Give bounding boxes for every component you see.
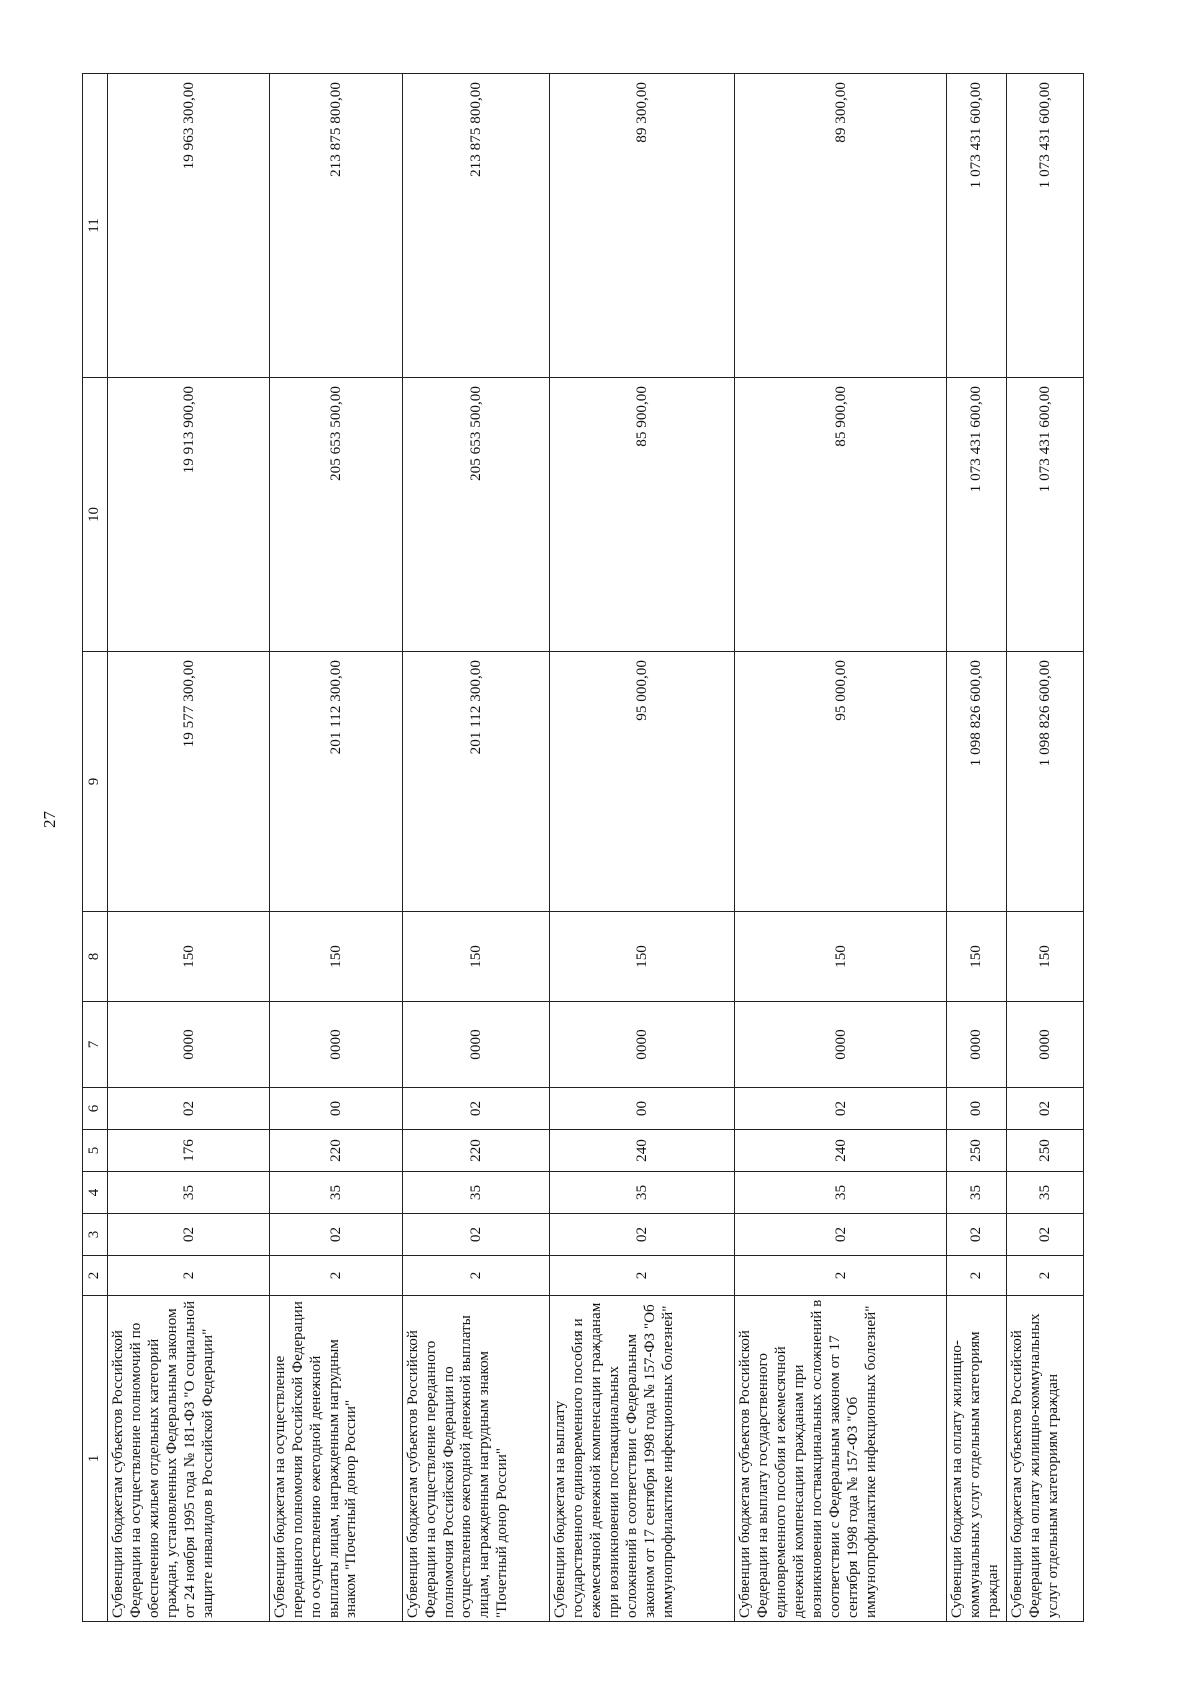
row-description: Субвенции бюджетам субъектов Российской Федерации на осуществление переданного полномочия Российской Федерации по осуществлению ежегодной денежной выплаты лицам, награжденным нагрудным знаком "Почетный донор России" [402,1296,550,1622]
cell-c7: 0000 [1006,1002,1083,1088]
cell-c2: 2 [947,1256,1007,1296]
col-header-7: 7 [83,1002,108,1088]
cell-c6: 00 [550,1088,735,1130]
cell-c5: 240 [550,1130,735,1172]
cell-c7: 0000 [947,1002,1007,1088]
cell-c5: 250 [947,1130,1007,1172]
cell-c10: 205 653 500,00 [269,378,402,652]
cell-c8: 150 [1006,912,1083,1002]
row-description: Субвенции бюджетам субъектов Российской Федерации на выплату государственного единовременного пособия и ежемесячной денежной компенсации гражданам при возникновении поствакцинальных осложнений в соответствии с Федеральным законом от 17 сентября 1998 года № 157-ФЗ "Об иммунопрофилактике инфекционных болезней" [734,1296,946,1622]
col-header-1: 1 [83,1296,108,1622]
cell-c3: 02 [550,1214,735,1256]
cell-c11: 19 963 300,00 [108,74,269,378]
cell-c6: 00 [947,1088,1007,1130]
cell-c8: 150 [402,912,550,1002]
cell-c3: 02 [947,1214,1007,1256]
cell-c7: 0000 [108,1002,269,1088]
cell-c7: 0000 [402,1002,550,1088]
cell-c3: 02 [1006,1214,1083,1256]
header-row [83,74,108,1622]
col-header-9: 9 [83,652,108,912]
cell-c4: 35 [550,1172,735,1214]
cell-c9: 95 000,00 [734,652,946,912]
cell-c8: 150 [550,912,735,1002]
cell-c8: 150 [269,912,402,1002]
cell-c5: 176 [108,1130,269,1172]
cell-c10: 85 900,00 [550,378,735,652]
cell-c6: 02 [734,1088,946,1130]
cell-c4: 35 [734,1172,946,1214]
col-header-10: 10 [83,378,108,652]
cell-c7: 0000 [550,1002,735,1088]
col-header-3: 3 [83,1214,108,1256]
cell-c9: 95 000,00 [550,652,735,912]
row-description: Субвенции бюджетам на оплату жилищно-коммунальных услуг отдельным категориям граждан [947,1296,1007,1622]
cell-c10: 1 073 431 600,00 [1006,378,1083,652]
cell-c9: 19 577 300,00 [108,652,269,912]
col-header-4: 4 [83,1172,108,1214]
table-row [734,74,946,1622]
cell-c6: 02 [402,1088,550,1130]
row-description: Субвенции бюджетам на осуществление переданного полномочия Российской Федерации по осуществлению ежегодной денежной выплаты лицам, награжденным нагрудным знаком "Почетный донор России" [269,1296,402,1622]
budget-table-rotated [82,74,1084,1622]
cell-c4: 35 [1006,1172,1083,1214]
cell-c9: 1 098 826 600,00 [947,652,1007,912]
cell-c3: 02 [402,1214,550,1256]
cell-c4: 35 [402,1172,550,1214]
cell-c11: 89 300,00 [734,74,946,378]
table-row [269,74,402,1622]
cell-c4: 35 [108,1172,269,1214]
cell-c8: 150 [108,912,269,1002]
cell-c2: 2 [550,1256,735,1296]
cell-c10: 1 073 431 600,00 [947,378,1007,652]
cell-c9: 1 098 826 600,00 [1006,652,1083,912]
cell-c3: 02 [108,1214,269,1256]
cell-c10: 205 653 500,00 [402,378,550,652]
table-row [550,74,735,1622]
cell-c6: 02 [1006,1088,1083,1130]
row-description: Субвенции бюджетам субъектов Российской Федерации на осуществление полномочий по обеспечению жильем отдельных категорий граждан, установленных Федеральным законом от 24 ноября 1995 года № 181-ФЗ "О социальной защите инвалидов в Российской Федерации" [108,1296,269,1622]
cell-c11: 89 300,00 [550,74,735,378]
cell-c3: 02 [269,1214,402,1256]
cell-c4: 35 [269,1172,402,1214]
table-row [402,74,550,1622]
cell-c10: 85 900,00 [734,378,946,652]
cell-c11: 1 073 431 600,00 [1006,74,1083,378]
cell-c5: 250 [1006,1130,1083,1172]
cell-c3: 02 [734,1214,946,1256]
cell-c2: 2 [108,1256,269,1296]
cell-c8: 150 [734,912,946,1002]
col-header-6: 6 [83,1088,108,1130]
row-description: Субвенции бюджетам субъектов Российской Федерации на оплату жилищно-коммунальных услуг отдельным категориям граждан [1006,1296,1083,1622]
table-row [947,74,1007,1622]
cell-c11: 213 875 800,00 [402,74,550,378]
cell-c4: 35 [947,1172,1007,1214]
table-row [1006,74,1083,1622]
col-header-5: 5 [83,1130,108,1172]
cell-c10: 19 913 900,00 [108,378,269,652]
col-header-8: 8 [83,912,108,1002]
cell-c9: 201 112 300,00 [402,652,550,912]
cell-c6: 02 [108,1088,269,1130]
table-row [108,74,269,1622]
cell-c9: 201 112 300,00 [269,652,402,912]
cell-c6: 00 [269,1088,402,1130]
cell-c8: 150 [947,912,1007,1002]
row-description: Субвенции бюджетам на выплату государственного единовременного пособия и ежемесячной денежной компенсации гражданам при возникновении поствакцинальных осложнений в соответствии с Федеральным законом от 17 сентября 1998 года № 157-ФЗ "Об иммунопрофилактике инфекционных болезней" [550,1296,735,1622]
cell-c2: 2 [402,1256,550,1296]
cell-c2: 2 [269,1256,402,1296]
cell-c2: 2 [1006,1256,1083,1296]
cell-c11: 213 875 800,00 [269,74,402,378]
col-header-2: 2 [83,1256,108,1296]
cell-c5: 240 [734,1130,946,1172]
cell-c5: 220 [269,1130,402,1172]
cell-c2: 2 [734,1256,946,1296]
budget-table [82,73,1084,1622]
cell-c7: 0000 [734,1002,946,1088]
page-number: 27 [40,811,59,828]
cell-c11: 1 073 431 600,00 [947,74,1007,378]
cell-c5: 220 [402,1130,550,1172]
cell-c7: 0000 [269,1002,402,1088]
col-header-11: 11 [83,74,108,378]
